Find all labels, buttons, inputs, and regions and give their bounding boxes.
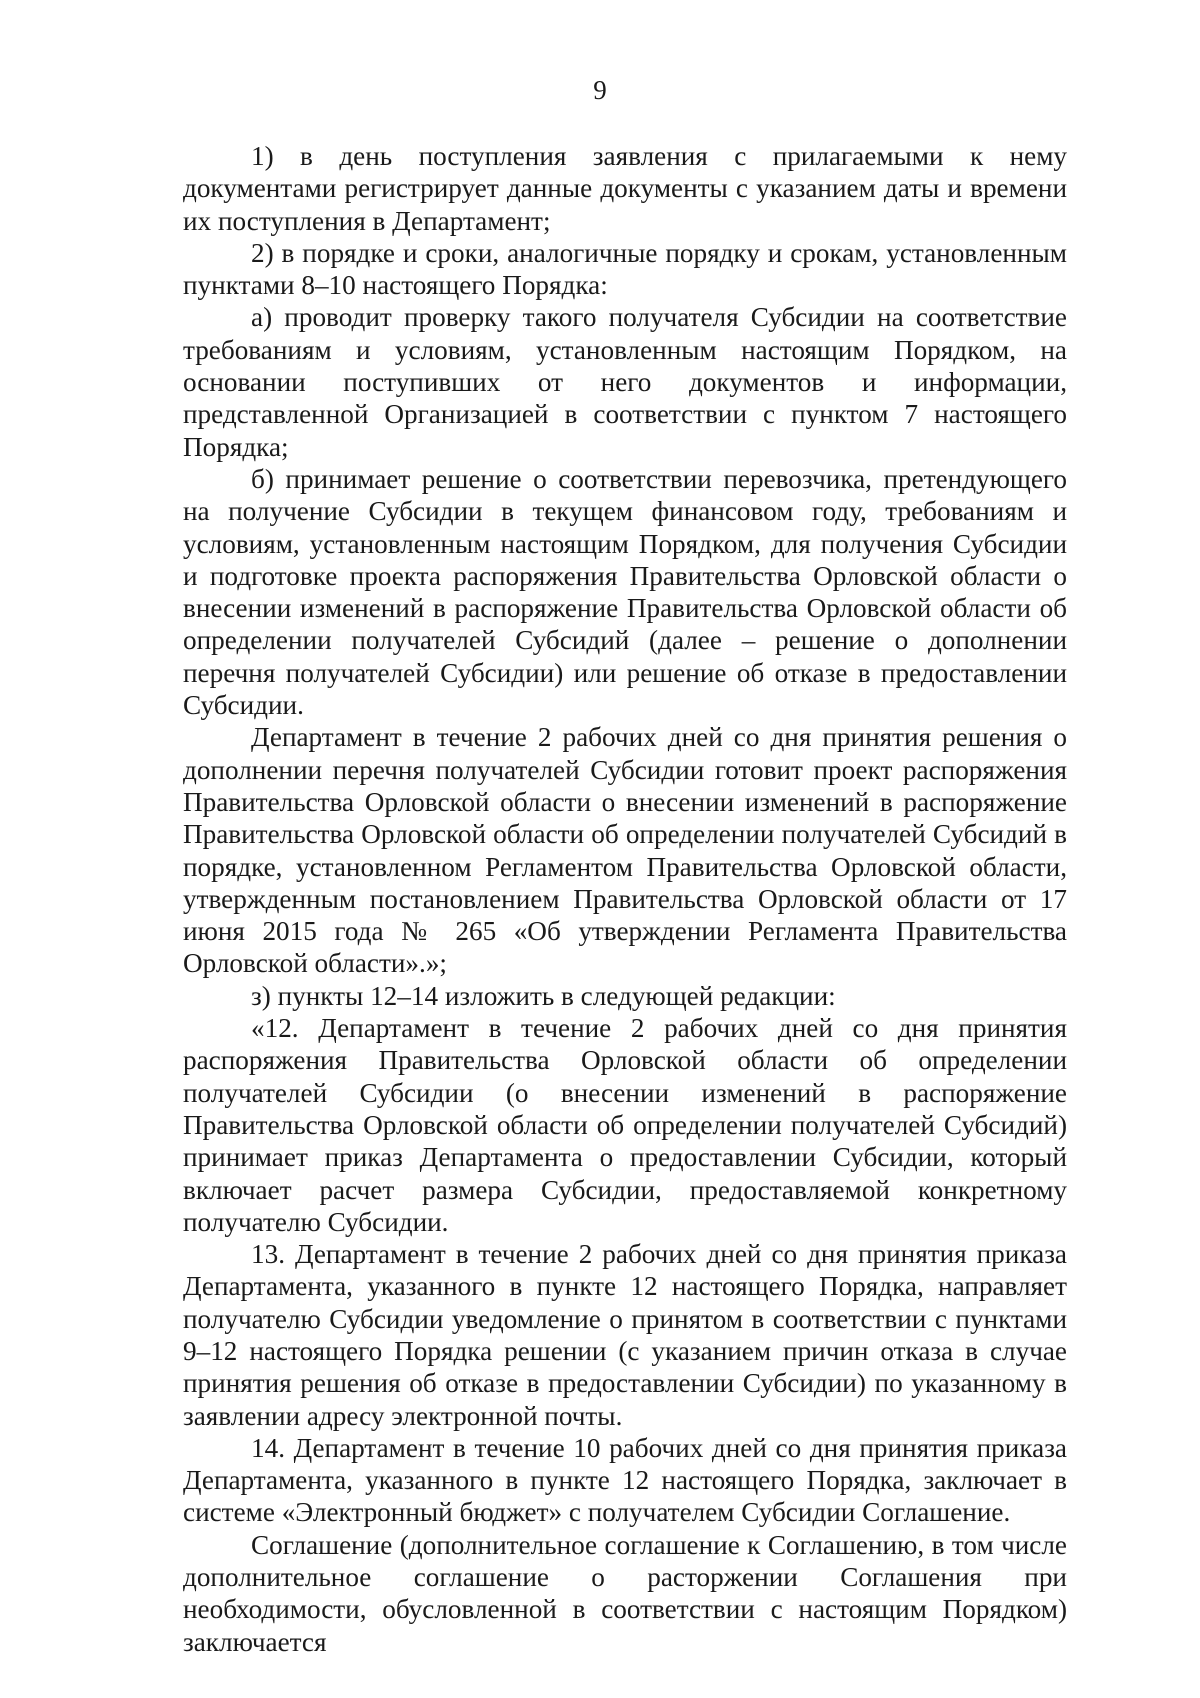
paragraph-department-draft: Департамент в течение 2 рабочих дней со дня принятия решения о дополнении перечня получателей Субсидии готовит проект распоряжения Правительства Орловской области о внесении изменений в распоряжение Правительства Орловской области об определении получателей Субсидий в порядке, установленном Регламентом Правительства Орловской области, утвержденным постановлением Правительства Орловской области от 17 июня 2015 года № 265 «Об утверждении Регламента Правительства Орловской области».»; xyxy=(183,722,1067,979)
paragraph-14: 14. Департамент в течение 10 рабочих дней со дня принятия приказа Департамента, указанного в пункте 12 настоящего Порядка, заключает в системе «Электронный бюджет» с получателем Субсидии Соглашение. xyxy=(183,1432,1067,1528)
paragraph-13: 13. Департамент в течение 2 рабочих дней со дня принятия приказа Департамента, указанного в пункте 12 настоящего Порядка, направляет получателю Субсидии уведомление о принятом в соответствии с пунктами 9–12 настоящего Порядка решении (с указанием причин отказа в случае принятия решения об отказе в предоставлении Субсидии) по указанному в заявлении адресу электронной почты. xyxy=(183,1239,1067,1431)
page-number: 9 xyxy=(593,75,607,105)
paragraph-2-procedure: 2) в порядке и сроки, аналогичные порядку и срокам, установленным пунктами 8–10 настоящего Порядка: xyxy=(183,237,1067,301)
paragraph-1-registration: 1) в день поступления заявления с прилагаемыми к нему документами регистрирует данные документы с указанием даты и времени их поступления в Департамент; xyxy=(183,141,1067,236)
paragraph-b-decision: б) принимает решение о соответствии перевозчика, претендующего на получение Субсидии в текущем финансовом году, требованиям и условиям, установленным настоящим Порядком, для получения Субсидии и подготовке проекта распоряжения Правительства Орловской области о внесении изменений в распоряжение Правительства Орловской области об определении получателей Субсидий (далее – решение о дополнении перечня получателей Субсидии) или решение об отказе в предоставлении Субсидии. xyxy=(183,463,1067,721)
document-body xyxy=(183,140,1067,1658)
paragraph-agreement: Соглашение (дополнительное соглашение к Соглашению, в том числе дополнительное соглашение о расторжении Соглашения при необходимости, обусловленной в соответствии с настоящим Порядком) заключается xyxy=(183,1529,1067,1657)
paragraph-12: «12. Департамент в течение 2 рабочих дней со дня принятия распоряжения Правительства Орловской области об определении получателей Субсидии (о внесении изменений в распоряжение Правительства Орловской области об определении получателей Субсидий) принимает приказ Департамента о предоставлении Субсидии, который включает расчет размера Субсидии, предоставляемой конкретному получателю Субсидии. xyxy=(183,1013,1067,1237)
paragraph-z-amendment: з) пункты 12–14 изложить в следующей редакции: xyxy=(251,980,836,1011)
paragraph-a-verification: а) проводит проверку такого получателя Субсидии на соответствие требованиям и условиям, установленным настоящим Порядком, на основании поступивших от него документов и информации, представленной Организацией в соответствии с пунктом 7 настоящего Порядка; xyxy=(183,302,1067,462)
